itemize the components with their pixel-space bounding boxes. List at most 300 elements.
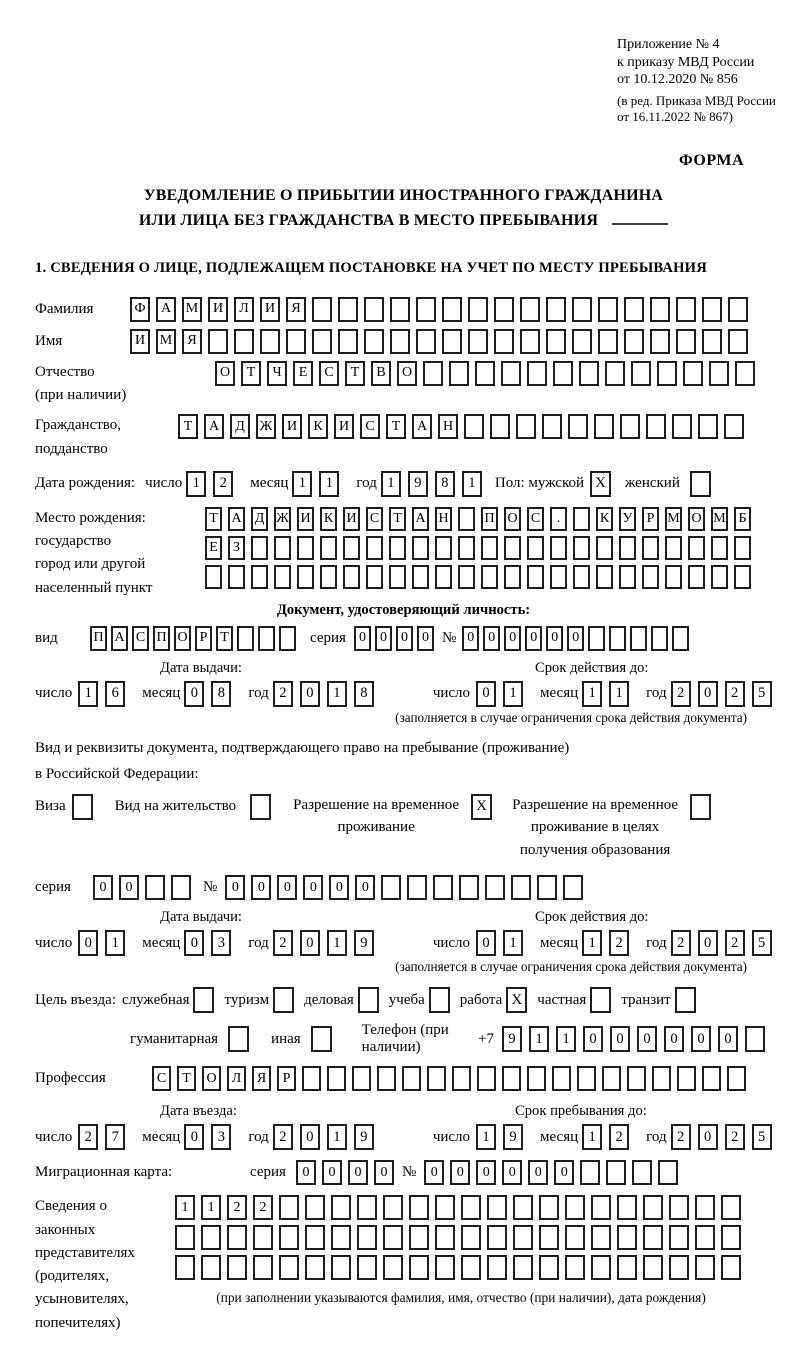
char-cell[interactable]: 7 [105, 1124, 125, 1150]
char-cell[interactable]: Я [252, 1066, 271, 1091]
char-cell[interactable] [688, 536, 705, 560]
char-cell[interactable] [481, 565, 498, 589]
char-cell[interactable]: Б [734, 507, 751, 531]
char-cell[interactable]: 1 [319, 471, 339, 497]
char-cell[interactable] [327, 1066, 346, 1091]
char-cell[interactable]: А [228, 507, 245, 531]
char-cell[interactable] [650, 329, 670, 354]
char-cell[interactable] [352, 1066, 371, 1091]
char-cell[interactable]: 2 [273, 930, 293, 956]
char-cell[interactable] [487, 1225, 507, 1250]
char-cell[interactable]: Т [216, 626, 233, 651]
char-cell[interactable] [409, 1225, 429, 1250]
char-cell[interactable]: 0 [424, 1160, 444, 1185]
char-cell[interactable] [468, 297, 488, 322]
char-cell[interactable] [669, 1255, 689, 1280]
char-cell[interactable] [619, 536, 636, 560]
purpose-humanitarian-checkbox[interactable] [228, 1026, 249, 1052]
char-cell[interactable] [669, 1225, 689, 1250]
char-cell[interactable]: 0 [375, 626, 392, 651]
char-cell[interactable] [416, 297, 436, 322]
char-cell[interactable]: 0 [528, 1160, 548, 1185]
char-cell[interactable] [642, 536, 659, 560]
char-cell[interactable]: 0 [567, 626, 584, 651]
char-cell[interactable]: О [174, 626, 191, 651]
char-cell[interactable] [253, 1225, 273, 1250]
char-cell[interactable] [568, 414, 588, 439]
residence-expiry-day-input[interactable] [476, 930, 530, 956]
char-cell[interactable] [383, 1225, 403, 1250]
char-cell[interactable] [251, 565, 268, 589]
char-cell[interactable]: 0 [225, 875, 245, 900]
char-cell[interactable] [550, 536, 567, 560]
char-cell[interactable] [302, 1066, 321, 1091]
char-cell[interactable] [609, 626, 626, 651]
char-cell[interactable]: М [182, 297, 202, 322]
char-cell[interactable] [642, 565, 659, 589]
birth-place-input-2[interactable] [205, 536, 757, 560]
char-cell[interactable]: 0 [184, 681, 204, 707]
char-cell[interactable]: 0 [691, 1026, 711, 1052]
residence-number-input[interactable] [225, 875, 589, 900]
char-cell[interactable]: 0 [322, 1160, 342, 1185]
char-cell[interactable] [402, 1066, 421, 1091]
char-cell[interactable]: 0 [718, 1026, 738, 1052]
char-cell[interactable]: 1 [175, 1195, 195, 1220]
char-cell[interactable] [171, 875, 191, 900]
char-cell[interactable]: 1 [105, 930, 125, 956]
char-cell[interactable]: 0 [637, 1026, 657, 1052]
char-cell[interactable]: 0 [546, 626, 563, 651]
char-cell[interactable]: 0 [698, 681, 718, 707]
char-cell[interactable] [617, 1195, 637, 1220]
char-cell[interactable]: 2 [609, 1124, 629, 1150]
purpose-private-checkbox[interactable] [590, 987, 611, 1013]
char-cell[interactable] [624, 297, 644, 322]
birth-place-input-1[interactable] [205, 507, 757, 531]
char-cell[interactable] [175, 1255, 195, 1280]
char-cell[interactable] [672, 626, 689, 651]
char-cell[interactable] [389, 536, 406, 560]
char-cell[interactable]: К [308, 414, 328, 439]
char-cell[interactable]: С [366, 507, 383, 531]
sex-female-checkbox[interactable] [690, 471, 711, 497]
char-cell[interactable] [305, 1195, 325, 1220]
char-cell[interactable] [260, 329, 280, 354]
char-cell[interactable]: 2 [253, 1195, 273, 1220]
char-cell[interactable]: 9 [354, 1124, 374, 1150]
char-cell[interactable]: 1 [609, 681, 629, 707]
char-cell[interactable] [305, 1225, 325, 1250]
char-cell[interactable]: 0 [277, 875, 297, 900]
char-cell[interactable] [572, 297, 592, 322]
char-cell[interactable] [643, 1255, 663, 1280]
char-cell[interactable] [565, 1195, 585, 1220]
char-cell[interactable]: 3 [211, 930, 231, 956]
char-cell[interactable]: 0 [525, 626, 542, 651]
char-cell[interactable]: Т [205, 507, 222, 531]
char-cell[interactable] [657, 361, 677, 386]
char-cell[interactable] [381, 875, 401, 900]
char-cell[interactable] [331, 1225, 351, 1250]
char-cell[interactable]: 6 [105, 681, 125, 707]
char-cell[interactable] [527, 565, 544, 589]
char-cell[interactable] [274, 565, 291, 589]
char-cell[interactable]: Т [345, 361, 365, 386]
char-cell[interactable]: 1 [327, 930, 347, 956]
edu-permit-checkbox[interactable] [690, 794, 711, 820]
char-cell[interactable] [520, 297, 540, 322]
char-cell[interactable]: 0 [296, 1160, 316, 1185]
char-cell[interactable]: М [711, 507, 728, 531]
char-cell[interactable] [208, 329, 228, 354]
char-cell[interactable] [513, 1225, 533, 1250]
birth-day-input[interactable] [186, 471, 240, 497]
char-cell[interactable]: 1 [503, 681, 523, 707]
char-cell[interactable] [620, 414, 640, 439]
char-cell[interactable] [452, 1066, 471, 1091]
char-cell[interactable] [501, 361, 521, 386]
stay-day-input[interactable] [476, 1124, 530, 1150]
char-cell[interactable] [279, 1195, 299, 1220]
char-cell[interactable] [504, 565, 521, 589]
char-cell[interactable]: 0 [504, 626, 521, 651]
char-cell[interactable] [364, 329, 384, 354]
char-cell[interactable]: Н [438, 414, 458, 439]
char-cell[interactable] [702, 297, 722, 322]
stay-month-input[interactable] [582, 1124, 636, 1150]
char-cell[interactable]: Т [178, 414, 198, 439]
char-cell[interactable]: О [397, 361, 417, 386]
char-cell[interactable]: 0 [554, 1160, 574, 1185]
char-cell[interactable] [702, 1066, 721, 1091]
char-cell[interactable]: 1 [327, 681, 347, 707]
char-cell[interactable]: К [320, 507, 337, 531]
char-cell[interactable]: Т [177, 1066, 196, 1091]
char-cell[interactable] [573, 507, 590, 531]
char-cell[interactable] [481, 536, 498, 560]
char-cell[interactable] [598, 329, 618, 354]
char-cell[interactable]: А [156, 297, 176, 322]
char-cell[interactable] [591, 1255, 611, 1280]
char-cell[interactable] [464, 414, 484, 439]
char-cell[interactable] [669, 1195, 689, 1220]
char-cell[interactable] [251, 536, 268, 560]
char-cell[interactable]: 2 [671, 1124, 691, 1150]
char-cell[interactable]: 8 [211, 681, 231, 707]
char-cell[interactable] [305, 1255, 325, 1280]
char-cell[interactable] [721, 1195, 741, 1220]
purpose-other-checkbox[interactable] [311, 1026, 332, 1052]
char-cell[interactable]: У [619, 507, 636, 531]
residence-issue-year-input[interactable] [273, 930, 381, 956]
doc-number-input[interactable] [462, 626, 693, 651]
char-cell[interactable] [511, 875, 531, 900]
char-cell[interactable] [539, 1225, 559, 1250]
char-cell[interactable] [735, 361, 755, 386]
char-cell[interactable] [475, 361, 495, 386]
char-cell[interactable] [516, 414, 536, 439]
char-cell[interactable]: 0 [476, 681, 496, 707]
surname-input[interactable] [130, 297, 754, 322]
char-cell[interactable]: П [153, 626, 170, 651]
char-cell[interactable] [683, 361, 703, 386]
char-cell[interactable]: Е [205, 536, 222, 560]
char-cell[interactable] [435, 1225, 455, 1250]
char-cell[interactable] [632, 1160, 652, 1185]
char-cell[interactable]: 1 [462, 471, 482, 497]
char-cell[interactable]: О [202, 1066, 221, 1091]
char-cell[interactable] [459, 875, 479, 900]
issue-month-input[interactable] [184, 681, 238, 707]
char-cell[interactable] [338, 297, 358, 322]
char-cell[interactable] [688, 565, 705, 589]
char-cell[interactable]: 2 [273, 681, 293, 707]
char-cell[interactable]: 9 [502, 1026, 522, 1052]
char-cell[interactable]: 2 [725, 681, 745, 707]
char-cell[interactable]: 0 [184, 1124, 204, 1150]
char-cell[interactable]: В [371, 361, 391, 386]
char-cell[interactable] [297, 536, 314, 560]
char-cell[interactable] [487, 1195, 507, 1220]
purpose-study-checkbox[interactable] [429, 987, 450, 1013]
char-cell[interactable] [227, 1255, 247, 1280]
char-cell[interactable]: И [130, 329, 150, 354]
char-cell[interactable] [205, 565, 222, 589]
char-cell[interactable]: 1 [582, 681, 602, 707]
expiry-month-input[interactable] [582, 681, 636, 707]
char-cell[interactable]: 0 [698, 1124, 718, 1150]
char-cell[interactable] [320, 536, 337, 560]
char-cell[interactable] [201, 1255, 221, 1280]
char-cell[interactable] [364, 297, 384, 322]
char-cell[interactable]: З [228, 536, 245, 560]
char-cell[interactable]: 5 [752, 681, 772, 707]
doc-kind-input[interactable] [90, 626, 300, 651]
char-cell[interactable] [366, 536, 383, 560]
char-cell[interactable] [234, 329, 254, 354]
citizenship-input[interactable] [178, 414, 750, 439]
char-cell[interactable] [331, 1255, 351, 1280]
char-cell[interactable] [643, 1225, 663, 1250]
char-cell[interactable]: С [527, 507, 544, 531]
char-cell[interactable] [487, 1255, 507, 1280]
residence-expiry-year-input[interactable] [671, 930, 779, 956]
char-cell[interactable]: 0 [329, 875, 349, 900]
purpose-work-checkbox[interactable]: X [506, 987, 527, 1013]
char-cell[interactable] [643, 1195, 663, 1220]
char-cell[interactable] [227, 1225, 247, 1250]
char-cell[interactable] [695, 1195, 715, 1220]
char-cell[interactable] [617, 1255, 637, 1280]
char-cell[interactable]: 0 [664, 1026, 684, 1052]
char-cell[interactable] [695, 1225, 715, 1250]
char-cell[interactable]: А [412, 507, 429, 531]
char-cell[interactable] [630, 626, 647, 651]
representatives-input-3[interactable] [175, 1255, 747, 1280]
char-cell[interactable] [366, 565, 383, 589]
char-cell[interactable]: 1 [78, 681, 98, 707]
char-cell[interactable] [409, 1255, 429, 1280]
purpose-business-checkbox[interactable] [358, 987, 379, 1013]
entry-month-input[interactable] [184, 1124, 238, 1150]
firstname-input[interactable] [130, 329, 754, 354]
char-cell[interactable]: А [412, 414, 432, 439]
char-cell[interactable] [698, 414, 718, 439]
char-cell[interactable] [646, 414, 666, 439]
char-cell[interactable] [416, 329, 436, 354]
char-cell[interactable] [490, 414, 510, 439]
stay-year-input[interactable] [671, 1124, 779, 1150]
char-cell[interactable] [286, 329, 306, 354]
char-cell[interactable] [383, 1195, 403, 1220]
char-cell[interactable]: 5 [752, 1124, 772, 1150]
char-cell[interactable] [274, 536, 291, 560]
char-cell[interactable] [606, 1160, 626, 1185]
char-cell[interactable] [734, 565, 751, 589]
expiry-day-input[interactable] [476, 681, 530, 707]
char-cell[interactable] [546, 329, 566, 354]
char-cell[interactable] [577, 1066, 596, 1091]
char-cell[interactable] [338, 329, 358, 354]
char-cell[interactable] [745, 1026, 765, 1052]
char-cell[interactable] [458, 565, 475, 589]
char-cell[interactable] [407, 875, 427, 900]
char-cell[interactable] [435, 536, 452, 560]
char-cell[interactable] [494, 329, 514, 354]
char-cell[interactable] [485, 875, 505, 900]
char-cell[interactable] [605, 361, 625, 386]
entry-year-input[interactable] [273, 1124, 381, 1150]
char-cell[interactable]: 0 [303, 875, 323, 900]
char-cell[interactable]: Я [286, 297, 306, 322]
char-cell[interactable] [237, 626, 254, 651]
char-cell[interactable] [423, 361, 443, 386]
char-cell[interactable]: 5 [752, 930, 772, 956]
char-cell[interactable]: Р [195, 626, 212, 651]
patronymic-input[interactable] [215, 361, 761, 386]
residence-expiry-month-input[interactable] [582, 930, 636, 956]
char-cell[interactable] [591, 1195, 611, 1220]
char-cell[interactable]: 1 [476, 1124, 496, 1150]
char-cell[interactable] [297, 565, 314, 589]
char-cell[interactable] [412, 536, 429, 560]
char-cell[interactable]: Т [386, 414, 406, 439]
expiry-year-input[interactable] [671, 681, 779, 707]
char-cell[interactable] [658, 1160, 678, 1185]
char-cell[interactable] [596, 565, 613, 589]
char-cell[interactable]: 0 [583, 1026, 603, 1052]
birth-place-input-3[interactable] [205, 565, 757, 589]
char-cell[interactable]: Ж [274, 507, 291, 531]
char-cell[interactable] [573, 565, 590, 589]
char-cell[interactable]: 0 [483, 626, 500, 651]
char-cell[interactable] [539, 1255, 559, 1280]
char-cell[interactable] [527, 536, 544, 560]
char-cell[interactable] [389, 565, 406, 589]
char-cell[interactable] [734, 536, 751, 560]
char-cell[interactable] [676, 329, 696, 354]
char-cell[interactable]: 0 [300, 930, 320, 956]
residence-permit-checkbox[interactable] [250, 794, 271, 820]
char-cell[interactable] [579, 361, 599, 386]
char-cell[interactable]: 0 [300, 1124, 320, 1150]
char-cell[interactable]: Л [227, 1066, 246, 1091]
char-cell[interactable] [258, 626, 275, 651]
char-cell[interactable] [695, 1255, 715, 1280]
char-cell[interactable] [449, 361, 469, 386]
char-cell[interactable]: О [215, 361, 235, 386]
char-cell[interactable] [228, 565, 245, 589]
char-cell[interactable] [201, 1225, 221, 1250]
char-cell[interactable]: 3 [211, 1124, 231, 1150]
char-cell[interactable] [412, 565, 429, 589]
char-cell[interactable]: 2 [725, 930, 745, 956]
char-cell[interactable]: М [156, 329, 176, 354]
char-cell[interactable] [563, 875, 583, 900]
char-cell[interactable] [357, 1255, 377, 1280]
char-cell[interactable]: С [132, 626, 149, 651]
char-cell[interactable]: 1 [582, 1124, 602, 1150]
char-cell[interactable]: 0 [119, 875, 139, 900]
char-cell[interactable] [427, 1066, 446, 1091]
char-cell[interactable] [588, 626, 605, 651]
char-cell[interactable]: 0 [348, 1160, 368, 1185]
temp-permit-checkbox[interactable]: X [471, 794, 492, 820]
residence-series-input[interactable] [93, 875, 197, 900]
char-cell[interactable]: А [111, 626, 128, 651]
char-cell[interactable] [435, 1255, 455, 1280]
char-cell[interactable]: И [334, 414, 354, 439]
char-cell[interactable] [631, 361, 651, 386]
char-cell[interactable]: 0 [78, 930, 98, 956]
char-cell[interactable]: Т [389, 507, 406, 531]
char-cell[interactable] [596, 536, 613, 560]
char-cell[interactable] [527, 1066, 546, 1091]
char-cell[interactable] [721, 1225, 741, 1250]
char-cell[interactable] [383, 1255, 403, 1280]
char-cell[interactable]: А [204, 414, 224, 439]
char-cell[interactable]: 9 [354, 930, 374, 956]
char-cell[interactable] [724, 414, 744, 439]
char-cell[interactable]: С [319, 361, 339, 386]
char-cell[interactable]: 0 [251, 875, 271, 900]
char-cell[interactable]: 0 [502, 1160, 522, 1185]
char-cell[interactable]: С [152, 1066, 171, 1091]
char-cell[interactable]: 8 [435, 471, 455, 497]
char-cell[interactable] [175, 1225, 195, 1250]
char-cell[interactable] [652, 1066, 671, 1091]
char-cell[interactable]: И [282, 414, 302, 439]
char-cell[interactable]: 1 [201, 1195, 221, 1220]
char-cell[interactable] [721, 1255, 741, 1280]
char-cell[interactable]: 0 [476, 930, 496, 956]
char-cell[interactable] [312, 297, 332, 322]
char-cell[interactable]: М [665, 507, 682, 531]
char-cell[interactable] [477, 1066, 496, 1091]
char-cell[interactable] [279, 1255, 299, 1280]
issue-day-input[interactable] [78, 681, 132, 707]
char-cell[interactable]: С [360, 414, 380, 439]
char-cell[interactable] [279, 626, 296, 651]
char-cell[interactable]: 2 [671, 681, 691, 707]
char-cell[interactable] [539, 1195, 559, 1220]
char-cell[interactable] [494, 297, 514, 322]
char-cell[interactable]: 0 [417, 626, 434, 651]
char-cell[interactable] [504, 536, 521, 560]
char-cell[interactable] [565, 1225, 585, 1250]
char-cell[interactable]: 0 [396, 626, 413, 651]
